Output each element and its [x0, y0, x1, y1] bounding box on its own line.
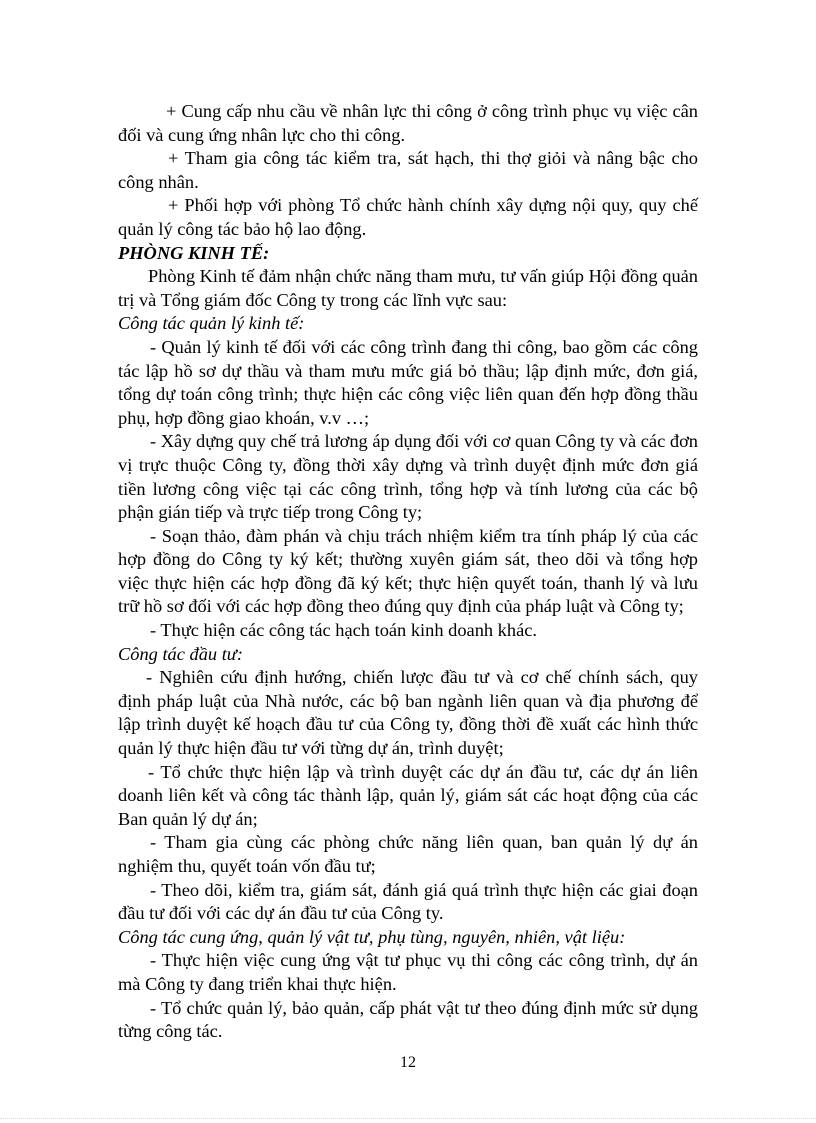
- page-bottom-divider: [0, 1118, 816, 1119]
- paragraph-labor-supply: + Cung cấp nhu cầu về nhân lực thi công ở công trình phục vụ việc cân đối và cung ứng nhân lực cho thi công.: [118, 101, 698, 145]
- paragraph-skill-testing: + Tham gia công tác kiểm tra, sát hạch, thi thợ giỏi và nâng bậc cho công nhân.: [118, 148, 698, 192]
- paragraph-labor-protection: + Phối hợp với phòng Tổ chức hành chính xây dựng nội quy, quy chế quản lý công tác bảo hộ lao động.: [118, 195, 698, 239]
- list-item-investment-strategy: - Nghiên cứu định hướng, chiến lược đầu tư và cơ chế chính sách, quy định pháp luật của Nhà nước, các bộ ban ngành liên quan và địa phương để lập trình duyệt kế hoạch đầu tư của Công ty, đồng thời đề xuất các hình thức quản lý thực hiện đầu tư với từng dự án, trình duyệt;: [118, 667, 698, 759]
- subheading-materials-supply: Công tác cung ứng, quản lý vật tư, phụ tùng, nguyên, nhiên, vật liệu:: [118, 926, 626, 947]
- list-item-investment-monitoring: - Theo dõi, kiểm tra, giám sát, đánh giá quá trình thực hiện các giai đoạn đầu tư đối với các dự án đầu tư của Công ty.: [118, 879, 698, 924]
- list-item-salary-regulation: - Xây dựng quy chế trả lương áp dụng đối với cơ quan Công ty và các đơn vị trực thuộc Công ty, đồng thời xây dựng và trình duyệt định mức đơn giá tiền lương công việc tại các công trình, tổng hợp và tính lương của các bộ phận gián tiếp và trực tiếp trong Công ty;: [118, 431, 698, 523]
- subheading-economic-management: Công tác quản lý kinh tế:: [118, 313, 305, 334]
- list-item-contract-drafting: - Soạn thảo, đàm phán và chịu trách nhiệm kiểm tra tính pháp lý của các hợp đồng do Công ty ký kết; thường xuyên giám sát, theo dõi và tổng hợp việc thực hiện các hợp đồng đã ký kết; thực hiện quyết toán, thanh lý và lưu trữ hồ sơ đối với các hợp đồng theo đúng quy định của pháp luật và Công ty;: [118, 525, 698, 617]
- subheading-investment: Công tác đầu tư:: [118, 643, 243, 664]
- list-item-business-accounting: - Thực hiện các công tác hạch toán kinh doanh khác.: [150, 620, 537, 641]
- paragraph-economic-intro: Phòng Kinh tế đảm nhận chức năng tham mưu, tư vấn giúp Hội đồng quản trị và Tổng giám đốc Công ty trong các lĩnh vực sau:: [118, 266, 698, 310]
- section-heading-economic-department: PHÒNG KINH TẾ:: [118, 242, 270, 263]
- page-number: 12: [400, 1054, 416, 1071]
- document-page: [118, 100, 698, 1044]
- list-item-materials-management: - Tổ chức quản lý, bảo quản, cấp phát vật tư theo đúng định mức sử dụng từng công tác.: [118, 997, 698, 1042]
- list-item-economic-management: - Quản lý kinh tế đối với các công trình đang thi công, bao gồm các công tác lập hồ sơ dự thầu và tham mưu mức giá bỏ thầu; lập định mức, đơn giá, tổng dự toán công trình; thực hiện các công việc liên quan đến hợp đồng thầu phụ, hợp đồng giao khoán, v.v …;: [118, 336, 698, 428]
- list-item-materials-supply: - Thực hiện việc cung ứng vật tư phục vụ thi công các công trình, dự án mà Công ty đang triển khai thực hiện.: [118, 950, 698, 994]
- list-item-project-approval: - Tổ chức thực hiện lập và trình duyệt các dự án đầu tư, các dự án liên doanh liên kết và công tác thành lập, quản lý, giám sát các hoạt động của các Ban quản lý dự án;: [118, 761, 698, 829]
- list-item-investment-settlement: - Tham gia cùng các phòng chức năng liên quan, ban quản lý dự án nghiệm thu, quyết toán vốn đầu tư;: [118, 832, 698, 876]
